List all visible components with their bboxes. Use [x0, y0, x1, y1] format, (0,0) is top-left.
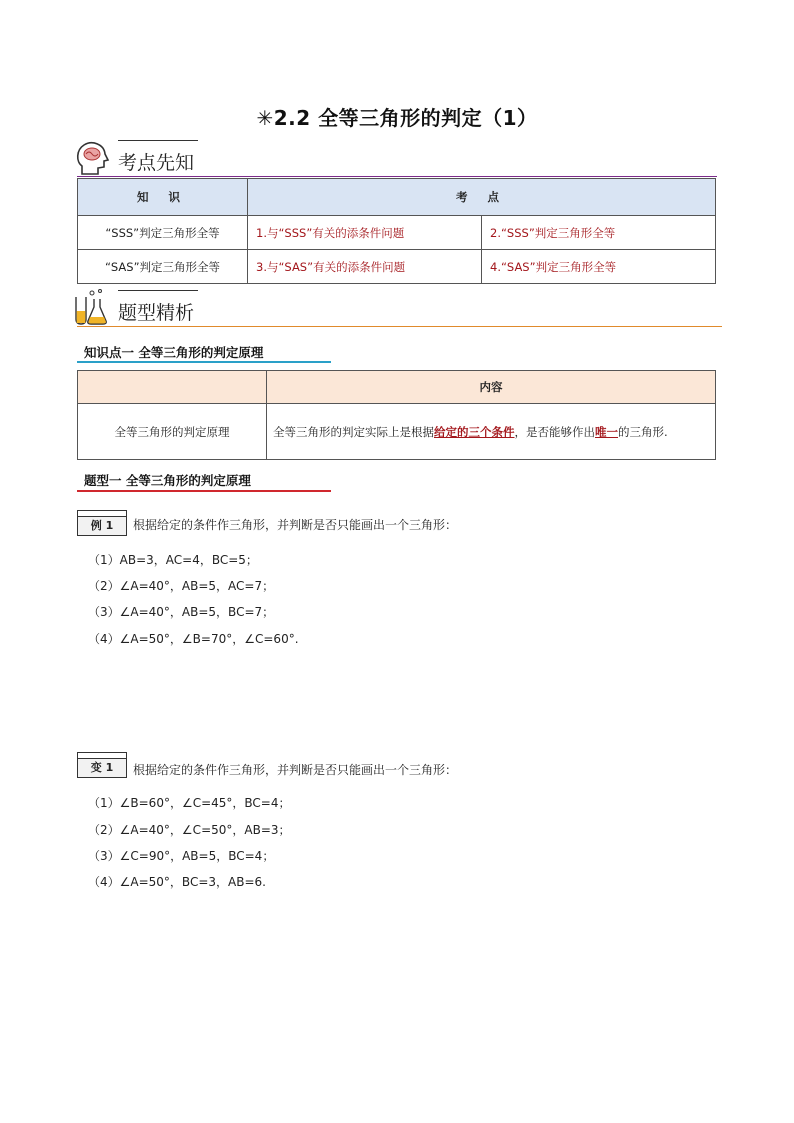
table-header-points: 考 点	[248, 179, 716, 216]
list-item: （2）∠A=40°，∠C=50°，AB=3；	[88, 823, 291, 837]
content-text: 的三角形.	[618, 424, 668, 439]
list-item: （3）∠C=90°，AB=5，BC=4；	[88, 849, 275, 863]
table-cell-point: 4.“SAS”判定三角形全等	[482, 250, 716, 284]
red-rule	[77, 490, 331, 492]
table-row	[78, 404, 716, 460]
list-item: （1）AB=3，AC=4，BC=5；	[88, 553, 258, 567]
content-text: ，是否能够作出	[514, 424, 595, 439]
table-cell-content	[267, 404, 716, 460]
orange-rule	[77, 326, 722, 327]
table-row	[78, 216, 716, 250]
teal-rule	[77, 361, 331, 363]
list-item: （1）∠B=60°，∠C=45°，BC=4；	[88, 796, 291, 810]
table-header-empty	[78, 371, 267, 404]
list-item: （3）∠A=40°，AB=5，BC=7；	[88, 605, 275, 619]
table-header-knowledge: 知 识	[78, 179, 248, 216]
highlight-text: 唯一	[595, 424, 618, 439]
content-text: 全等三角形的判定实际上是根据	[273, 424, 434, 439]
section-top-rule	[118, 140, 198, 141]
principle-table	[77, 370, 716, 460]
table-cell-knowledge: “SAS”判定三角形全等	[78, 250, 248, 284]
variant-tag-box	[77, 752, 127, 778]
example-prompt: 根据给定的条件作三角形，并判断是否只能画出一个三角形：	[133, 518, 458, 532]
variant-prompt: 根据给定的条件作三角形，并判断是否只能画出一个三角形：	[133, 763, 458, 777]
list-item: （4）∠A=50°，∠B=70°，∠C=60°.	[88, 632, 299, 646]
purple-rule	[77, 176, 717, 177]
page-title: ✳2.2 全等三角形的判定（1）	[256, 106, 538, 130]
knowledge-point-label: 知识点一 全等三角形的判定原理	[84, 345, 264, 360]
table-cell-label: 全等三角形的判定原理	[78, 404, 267, 460]
highlight-text: 给定的三个条件	[434, 424, 515, 439]
table-cell-knowledge: “SSS”判定三角形全等	[78, 216, 248, 250]
table-cell-point: 1.与“SSS”有关的添条件问题	[248, 216, 482, 250]
section-title-tixing: 题型精析	[118, 302, 195, 324]
list-item: （2）∠A=40°，AB=5，AC=7；	[88, 579, 275, 593]
example-tag: 例 1	[77, 516, 127, 536]
list-item: （4）∠A=50°，BC=3，AB=6.	[88, 875, 266, 889]
table-header-content: 内容	[267, 371, 716, 404]
brain-icon	[72, 138, 112, 178]
table-cell-point: 3.与“SAS”有关的添条件问题	[248, 250, 482, 284]
section-title-kaodian: 考点先知	[118, 152, 195, 174]
question-type-label: 题型一 全等三角形的判定原理	[84, 473, 251, 488]
table-row	[78, 250, 716, 284]
variant-tag: 变 1	[77, 758, 127, 778]
flask-icon	[70, 287, 110, 327]
example-tag-box	[77, 510, 127, 536]
table-cell-point: 2.“SSS”判定三角形全等	[482, 216, 716, 250]
section-top-rule	[118, 290, 198, 291]
knowledge-points-table	[77, 178, 716, 284]
